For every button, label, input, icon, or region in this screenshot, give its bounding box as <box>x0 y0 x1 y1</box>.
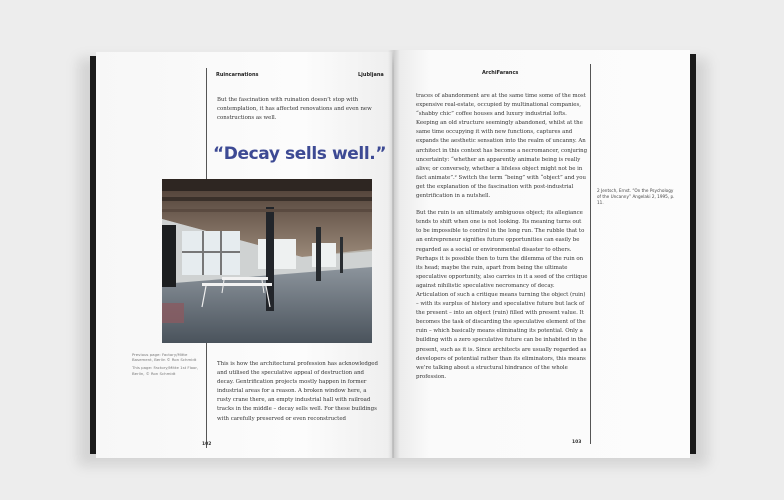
photo-captions <box>132 352 204 379</box>
paragraph: But the ruin is an ultimately ambiguous object; its allegiance tends to shift when one is not looking. Its meaning turns out to be impossible to control in the long run. The rubble that to an entrepreneur signifies future opportunities can easily be regarded as a social or environmental disaster to others. Perhaps it is possible then to turn the dilemma of the ruin on its head; maybe the ruin, apart from being the ultimate speculative opportunity, also carries in it a seed of the critique against nihilistic speculative necromancy of decay. Articulation of such a critique means turning the object (ruin) – with its surplus of history and speculative future but lack of the present – into an object (ruin) filled with present value. It becomes the task of discarding the speculative element of the ruin – which basically means eliminating its potential. Only a building with a zero speculative future can be inhabited in the present, such as it is. Since architects are usually regarded as developers of potential rather than its eliminators, this means we’re talking about a structural hindrance of the whole profession. <box>416 210 588 380</box>
page-number-right: 103 <box>572 440 582 445</box>
paragraph: traces of abandonment are at the same time some of the most expensive real-estate, occupied by multinational companies, “shabby chic” coffee houses and luxury industrial lofts. Keeping an old structure seemingly abandoned, whilst at the same time occupying it with new functions, captures and expands the aesthetic sensation into the realm of uncanny. An architect in this context has become a necromancer, conjuring uncertainty: “whether an apparently animate being is really alive; or conversely, whether a lifeless object might not be in fact animate”.² Switch the term “being” with “object” and you get the explanation of the fascination with post-industrial gentrification in a nutshell. <box>416 93 588 200</box>
footnote: 2 Jentsch, Ernst. “On the Psychology of the Uncanny” Angelaki 2, 1995, p. 11. <box>597 188 675 205</box>
right-body-text <box>416 92 588 390</box>
intro-paragraph: But the fascination with ruination doesn’t stop with contemplation, it has affected renovations and even new constructions as well. <box>217 97 372 122</box>
right-page <box>394 50 690 458</box>
caption-previous-page: Previous page: Factory/Mitte Basement, Berlin © Ron Schmidt <box>132 352 197 363</box>
book-cover-edge-right <box>690 54 696 454</box>
left-page <box>96 52 392 458</box>
running-head-left: Ruincarnations <box>216 72 259 78</box>
caption-this-page: This page: Factory/Mitte 1st Floor, Berlin, © Ron Schmidt <box>132 365 199 376</box>
factory-interior-photo <box>162 179 372 343</box>
column-rule <box>590 64 591 444</box>
body-paragraph: This is how the architectural profession has acknowledged and utilised the speculative appeal of destruction and decay. Gentrification projects mostly happen in former industrial areas for a reason. A broken window here, a rusty crane there, an empty industrial hall with railroad tracks in the middle – decay sells well. For these buildings with carefully preserved or even reconstructed <box>217 361 378 422</box>
running-head: ArchiFarancs <box>482 70 519 76</box>
pull-quote: “Decay sells well.” <box>213 144 387 164</box>
page-number-left: 102 <box>202 442 212 447</box>
book-gutter <box>388 50 400 458</box>
running-head-right: Ljubljana <box>358 72 384 78</box>
